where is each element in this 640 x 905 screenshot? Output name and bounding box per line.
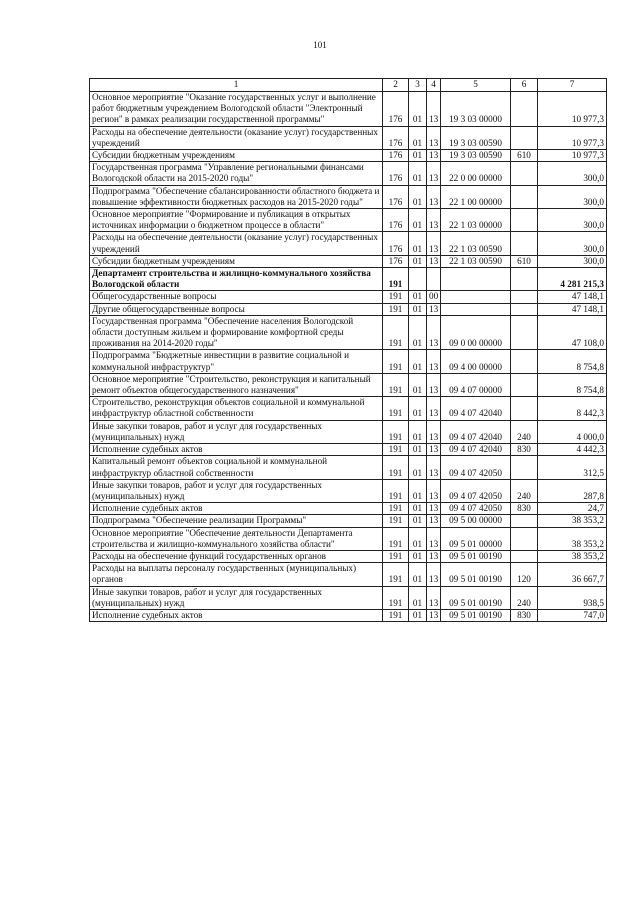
amount: 24,7 <box>538 503 607 515</box>
target-article-code: 22 1 03 00590 <box>441 255 511 267</box>
section-code: 01 <box>409 291 427 303</box>
table-row <box>90 527 607 550</box>
target-article-code: 19 3 03 00590 <box>441 126 511 149</box>
row-name: Капитальный ремонт объектов социальной и коммунальной инфраструктур областной собственности <box>90 456 383 479</box>
subsection-code: 13 <box>427 303 441 315</box>
expense-type-code: 240 <box>511 586 538 609</box>
admin-code: 176 <box>383 255 409 267</box>
admin-code: 176 <box>383 162 409 185</box>
row-name: Основное мероприятие "Строительство, реконструкция и капитальный ремонт объектов общегосударственного назначения" <box>90 373 383 396</box>
target-article-code: 09 4 07 42040 <box>441 420 511 443</box>
expense-type-code <box>511 515 538 527</box>
amount: 8 442,3 <box>538 397 607 420</box>
section-code: 01 <box>409 255 427 267</box>
table-row <box>90 503 607 515</box>
row-name: Государственная программа "Обеспечение населения Вологодской области доступным жильем и формирование комфортной среды проживания на 2014-2020 годы" <box>90 315 383 350</box>
admin-code: 191 <box>383 291 409 303</box>
admin-code: 191 <box>383 550 409 562</box>
amount: 300,0 <box>538 209 607 232</box>
row-name: Основное мероприятие "Обеспечение деятельности Департамента строительства и жилищно-коммунального хозяйства области" <box>90 527 383 550</box>
expense-type-code <box>511 126 538 149</box>
admin-code: 191 <box>383 373 409 396</box>
section-code: 01 <box>409 373 427 396</box>
row-name: Департамент строительства и жилищно-коммунального хозяйства Вологодской области <box>90 268 383 291</box>
expense-type-code <box>511 291 538 303</box>
subsection-code: 13 <box>427 373 441 396</box>
section-code: 01 <box>409 303 427 315</box>
section-code: 01 <box>409 609 427 621</box>
row-name: Исполнение судебных актов <box>90 609 383 621</box>
amount: 4 281 215,3 <box>538 268 607 291</box>
table-row <box>90 255 607 267</box>
table-row <box>90 479 607 502</box>
subsection-code: 13 <box>427 515 441 527</box>
row-name: Расходы на обеспечение функций государственных органов <box>90 550 383 562</box>
subsection-code: 13 <box>427 150 441 162</box>
expense-type-code <box>511 550 538 562</box>
subsection-code: 13 <box>427 350 441 373</box>
target-article-code: 09 4 07 42050 <box>441 503 511 515</box>
table-row <box>90 315 607 350</box>
expense-type-code: 830 <box>511 609 538 621</box>
expense-type-code <box>511 350 538 373</box>
admin-code: 176 <box>383 150 409 162</box>
section-code: 01 <box>409 420 427 443</box>
admin-code: 191 <box>383 515 409 527</box>
page-number: 101 <box>313 40 327 50</box>
row-name: Иные закупки товаров, работ и услуг для государственных (муниципальных) нужд <box>90 586 383 609</box>
amount: 8 754,8 <box>538 373 607 396</box>
section-code: 01 <box>409 456 427 479</box>
expense-type-code <box>511 397 538 420</box>
admin-code: 191 <box>383 397 409 420</box>
admin-code: 191 <box>383 586 409 609</box>
row-name: Общегосударственные вопросы <box>90 291 383 303</box>
row-name: Государственная программа "Управление региональными финансами Вологодской области на 2015-2020 годы" <box>90 162 383 185</box>
section-code: 01 <box>409 503 427 515</box>
amount: 312,5 <box>538 456 607 479</box>
amount: 747,0 <box>538 609 607 621</box>
table-row <box>90 397 607 420</box>
target-article-code: 09 4 07 42050 <box>441 479 511 502</box>
target-article-code: 22 1 03 00590 <box>441 232 511 255</box>
subsection-code: 13 <box>427 232 441 255</box>
section-code: 01 <box>409 315 427 350</box>
table-row <box>90 150 607 162</box>
subsection-code: 13 <box>427 92 441 127</box>
expense-type-code: 830 <box>511 503 538 515</box>
target-article-code: 22 1 03 00000 <box>441 209 511 232</box>
subsection-code: 13 <box>427 527 441 550</box>
amount: 36 667,7 <box>538 563 607 586</box>
row-name: Основное мероприятие "Формирование и публикация в открытых источниках информации о бюджетном процессе в области" <box>90 209 383 232</box>
target-article-code <box>441 268 511 291</box>
target-article-code: 19 3 03 00590 <box>441 150 511 162</box>
column-header: 2 <box>383 79 409 92</box>
subsection-code: 13 <box>427 255 441 267</box>
row-name: Субсидии бюджетным учреждениям <box>90 255 383 267</box>
header-row <box>90 79 607 92</box>
target-article-code: 09 5 00 00000 <box>441 515 511 527</box>
table-row <box>90 232 607 255</box>
column-header: 1 <box>90 79 383 92</box>
table-row <box>90 350 607 373</box>
row-name: Расходы на выплаты персоналу государственных (муниципальных) органов <box>90 563 383 586</box>
section-code: 01 <box>409 586 427 609</box>
amount: 47 108,0 <box>538 315 607 350</box>
subsection-code: 13 <box>427 563 441 586</box>
table-row <box>90 563 607 586</box>
amount: 47 148,1 <box>538 303 607 315</box>
admin-code: 191 <box>383 268 409 291</box>
amount: 938,5 <box>538 586 607 609</box>
expense-type-code: 120 <box>511 563 538 586</box>
expense-type-code <box>511 92 538 127</box>
section-code: 01 <box>409 185 427 208</box>
amount: 38 353,2 <box>538 550 607 562</box>
amount: 287,8 <box>538 479 607 502</box>
admin-code: 191 <box>383 609 409 621</box>
amount: 300,0 <box>538 255 607 267</box>
target-article-code: 19 3 03 00000 <box>441 92 511 127</box>
target-article-code: 09 4 07 42040 <box>441 397 511 420</box>
expense-type-code <box>511 209 538 232</box>
table-row <box>90 303 607 315</box>
table-body <box>90 92 607 622</box>
expense-type-code <box>511 162 538 185</box>
expense-type-code: 830 <box>511 444 538 456</box>
admin-code: 191 <box>383 456 409 479</box>
expense-type-code: 610 <box>511 150 538 162</box>
table-row <box>90 550 607 562</box>
admin-code: 176 <box>383 185 409 208</box>
amount: 47 148,1 <box>538 291 607 303</box>
table-row <box>90 515 607 527</box>
subsection-code: 13 <box>427 162 441 185</box>
section-code <box>409 268 427 291</box>
amount: 38 353,2 <box>538 515 607 527</box>
section-code: 01 <box>409 92 427 127</box>
amount: 300,0 <box>538 162 607 185</box>
target-article-code: 22 1 00 00000 <box>441 185 511 208</box>
target-article-code: 22 0 00 00000 <box>441 162 511 185</box>
target-article-code: 09 5 01 00190 <box>441 550 511 562</box>
target-article-code: 09 4 07 42040 <box>441 444 511 456</box>
section-code: 01 <box>409 479 427 502</box>
column-header: 6 <box>511 79 538 92</box>
amount: 10 977,3 <box>538 126 607 149</box>
subsection-code: 13 <box>427 397 441 420</box>
table-row <box>90 456 607 479</box>
row-name: Основное мероприятие "Оказание государственных услуг и выполнение работ бюджетным учреждением Вологодской области "Электронный регион" в рамках реализации государственной программы" <box>90 92 383 127</box>
expense-type-code <box>511 527 538 550</box>
subsection-code: 13 <box>427 456 441 479</box>
subsection-code: 13 <box>427 550 441 562</box>
admin-code: 176 <box>383 232 409 255</box>
subsection-code: 13 <box>427 126 441 149</box>
target-article-code: 09 4 00 00000 <box>441 350 511 373</box>
expense-type-code <box>511 232 538 255</box>
subsection-code: 13 <box>427 185 441 208</box>
subsection-code: 13 <box>427 444 441 456</box>
amount: 10 977,3 <box>538 92 607 127</box>
budget-table <box>89 78 607 622</box>
row-name: Другие общегосударственные вопросы <box>90 303 383 315</box>
column-header: 4 <box>427 79 441 92</box>
row-name: Подпрограмма "Обеспечение реализации Программы" <box>90 515 383 527</box>
row-name: Иные закупки товаров, работ и услуг для государственных (муниципальных) нужд <box>90 420 383 443</box>
expense-type-code <box>511 268 538 291</box>
amount: 300,0 <box>538 185 607 208</box>
target-article-code <box>441 303 511 315</box>
table-row <box>90 609 607 621</box>
target-article-code: 09 5 01 00000 <box>441 527 511 550</box>
table-row <box>90 586 607 609</box>
target-article-code: 09 4 07 00000 <box>441 373 511 396</box>
row-name: Расходы на обеспечение деятельности (оказание услуг) государственных учреждений <box>90 232 383 255</box>
subsection-code: 13 <box>427 503 441 515</box>
admin-code: 176 <box>383 209 409 232</box>
amount: 300,0 <box>538 232 607 255</box>
table-row <box>90 373 607 396</box>
row-name: Строительство, реконструкция объектов социальной и коммунальной инфраструктур областной собственности <box>90 397 383 420</box>
section-code: 01 <box>409 150 427 162</box>
admin-code: 191 <box>383 503 409 515</box>
expense-type-code <box>511 315 538 350</box>
admin-code: 191 <box>383 563 409 586</box>
table-row <box>90 185 607 208</box>
section-code: 01 <box>409 232 427 255</box>
section-code: 01 <box>409 515 427 527</box>
admin-code: 176 <box>383 92 409 127</box>
target-article-code: 09 5 01 00190 <box>441 586 511 609</box>
table-row <box>90 444 607 456</box>
amount: 38 353,2 <box>538 527 607 550</box>
subsection-code: 13 <box>427 479 441 502</box>
table-row <box>90 420 607 443</box>
section-code: 01 <box>409 162 427 185</box>
target-article-code: 09 0 00 00000 <box>441 315 511 350</box>
admin-code: 191 <box>383 315 409 350</box>
column-header: 5 <box>441 79 511 92</box>
section-code: 01 <box>409 397 427 420</box>
table-row <box>90 126 607 149</box>
subsection-code: 00 <box>427 291 441 303</box>
admin-code: 191 <box>383 479 409 502</box>
expense-type-code <box>511 456 538 479</box>
expense-type-code: 610 <box>511 255 538 267</box>
subsection-code: 13 <box>427 609 441 621</box>
table-row <box>90 268 607 291</box>
table-row <box>90 92 607 127</box>
section-code: 01 <box>409 527 427 550</box>
subsection-code <box>427 268 441 291</box>
subsection-code: 13 <box>427 209 441 232</box>
admin-code: 176 <box>383 126 409 149</box>
target-article-code: 09 4 07 42050 <box>441 456 511 479</box>
amount: 10 977,3 <box>538 150 607 162</box>
section-code: 01 <box>409 350 427 373</box>
expense-type-code: 240 <box>511 420 538 443</box>
section-code: 01 <box>409 550 427 562</box>
admin-code: 191 <box>383 303 409 315</box>
row-name: Иные закупки товаров, работ и услуг для государственных (муниципальных) нужд <box>90 479 383 502</box>
subsection-code: 13 <box>427 315 441 350</box>
target-article-code <box>441 291 511 303</box>
section-code: 01 <box>409 563 427 586</box>
column-header: 7 <box>538 79 607 92</box>
subsection-code: 13 <box>427 420 441 443</box>
row-name: Субсидии бюджетным учреждениям <box>90 150 383 162</box>
amount: 4 442,3 <box>538 444 607 456</box>
row-name: Подпрограмма "Бюджетные инвестиции в развитие социальной и коммунальной инфраструктур" <box>90 350 383 373</box>
amount: 8 754,8 <box>538 350 607 373</box>
expense-type-code <box>511 185 538 208</box>
table-row <box>90 291 607 303</box>
row-name: Подпрограмма "Обеспечение сбалансированности областного бюджета и повышение эффективности бюджетных расходов на 2015-2020 годы" <box>90 185 383 208</box>
section-code: 01 <box>409 209 427 232</box>
target-article-code: 09 5 01 00190 <box>441 609 511 621</box>
expense-type-code <box>511 373 538 396</box>
admin-code: 191 <box>383 420 409 443</box>
table-row <box>90 209 607 232</box>
row-name: Исполнение судебных актов <box>90 503 383 515</box>
column-header: 3 <box>409 79 427 92</box>
admin-code: 191 <box>383 527 409 550</box>
table-row <box>90 162 607 185</box>
target-article-code: 09 5 01 00190 <box>441 563 511 586</box>
subsection-code: 13 <box>427 586 441 609</box>
expense-type-code <box>511 303 538 315</box>
admin-code: 191 <box>383 350 409 373</box>
section-code: 01 <box>409 444 427 456</box>
admin-code: 191 <box>383 444 409 456</box>
amount: 4 000,0 <box>538 420 607 443</box>
row-name: Исполнение судебных актов <box>90 444 383 456</box>
section-code: 01 <box>409 126 427 149</box>
expense-type-code: 240 <box>511 479 538 502</box>
row-name: Расходы на обеспечение деятельности (оказание услуг) государственных учреждений <box>90 126 383 149</box>
